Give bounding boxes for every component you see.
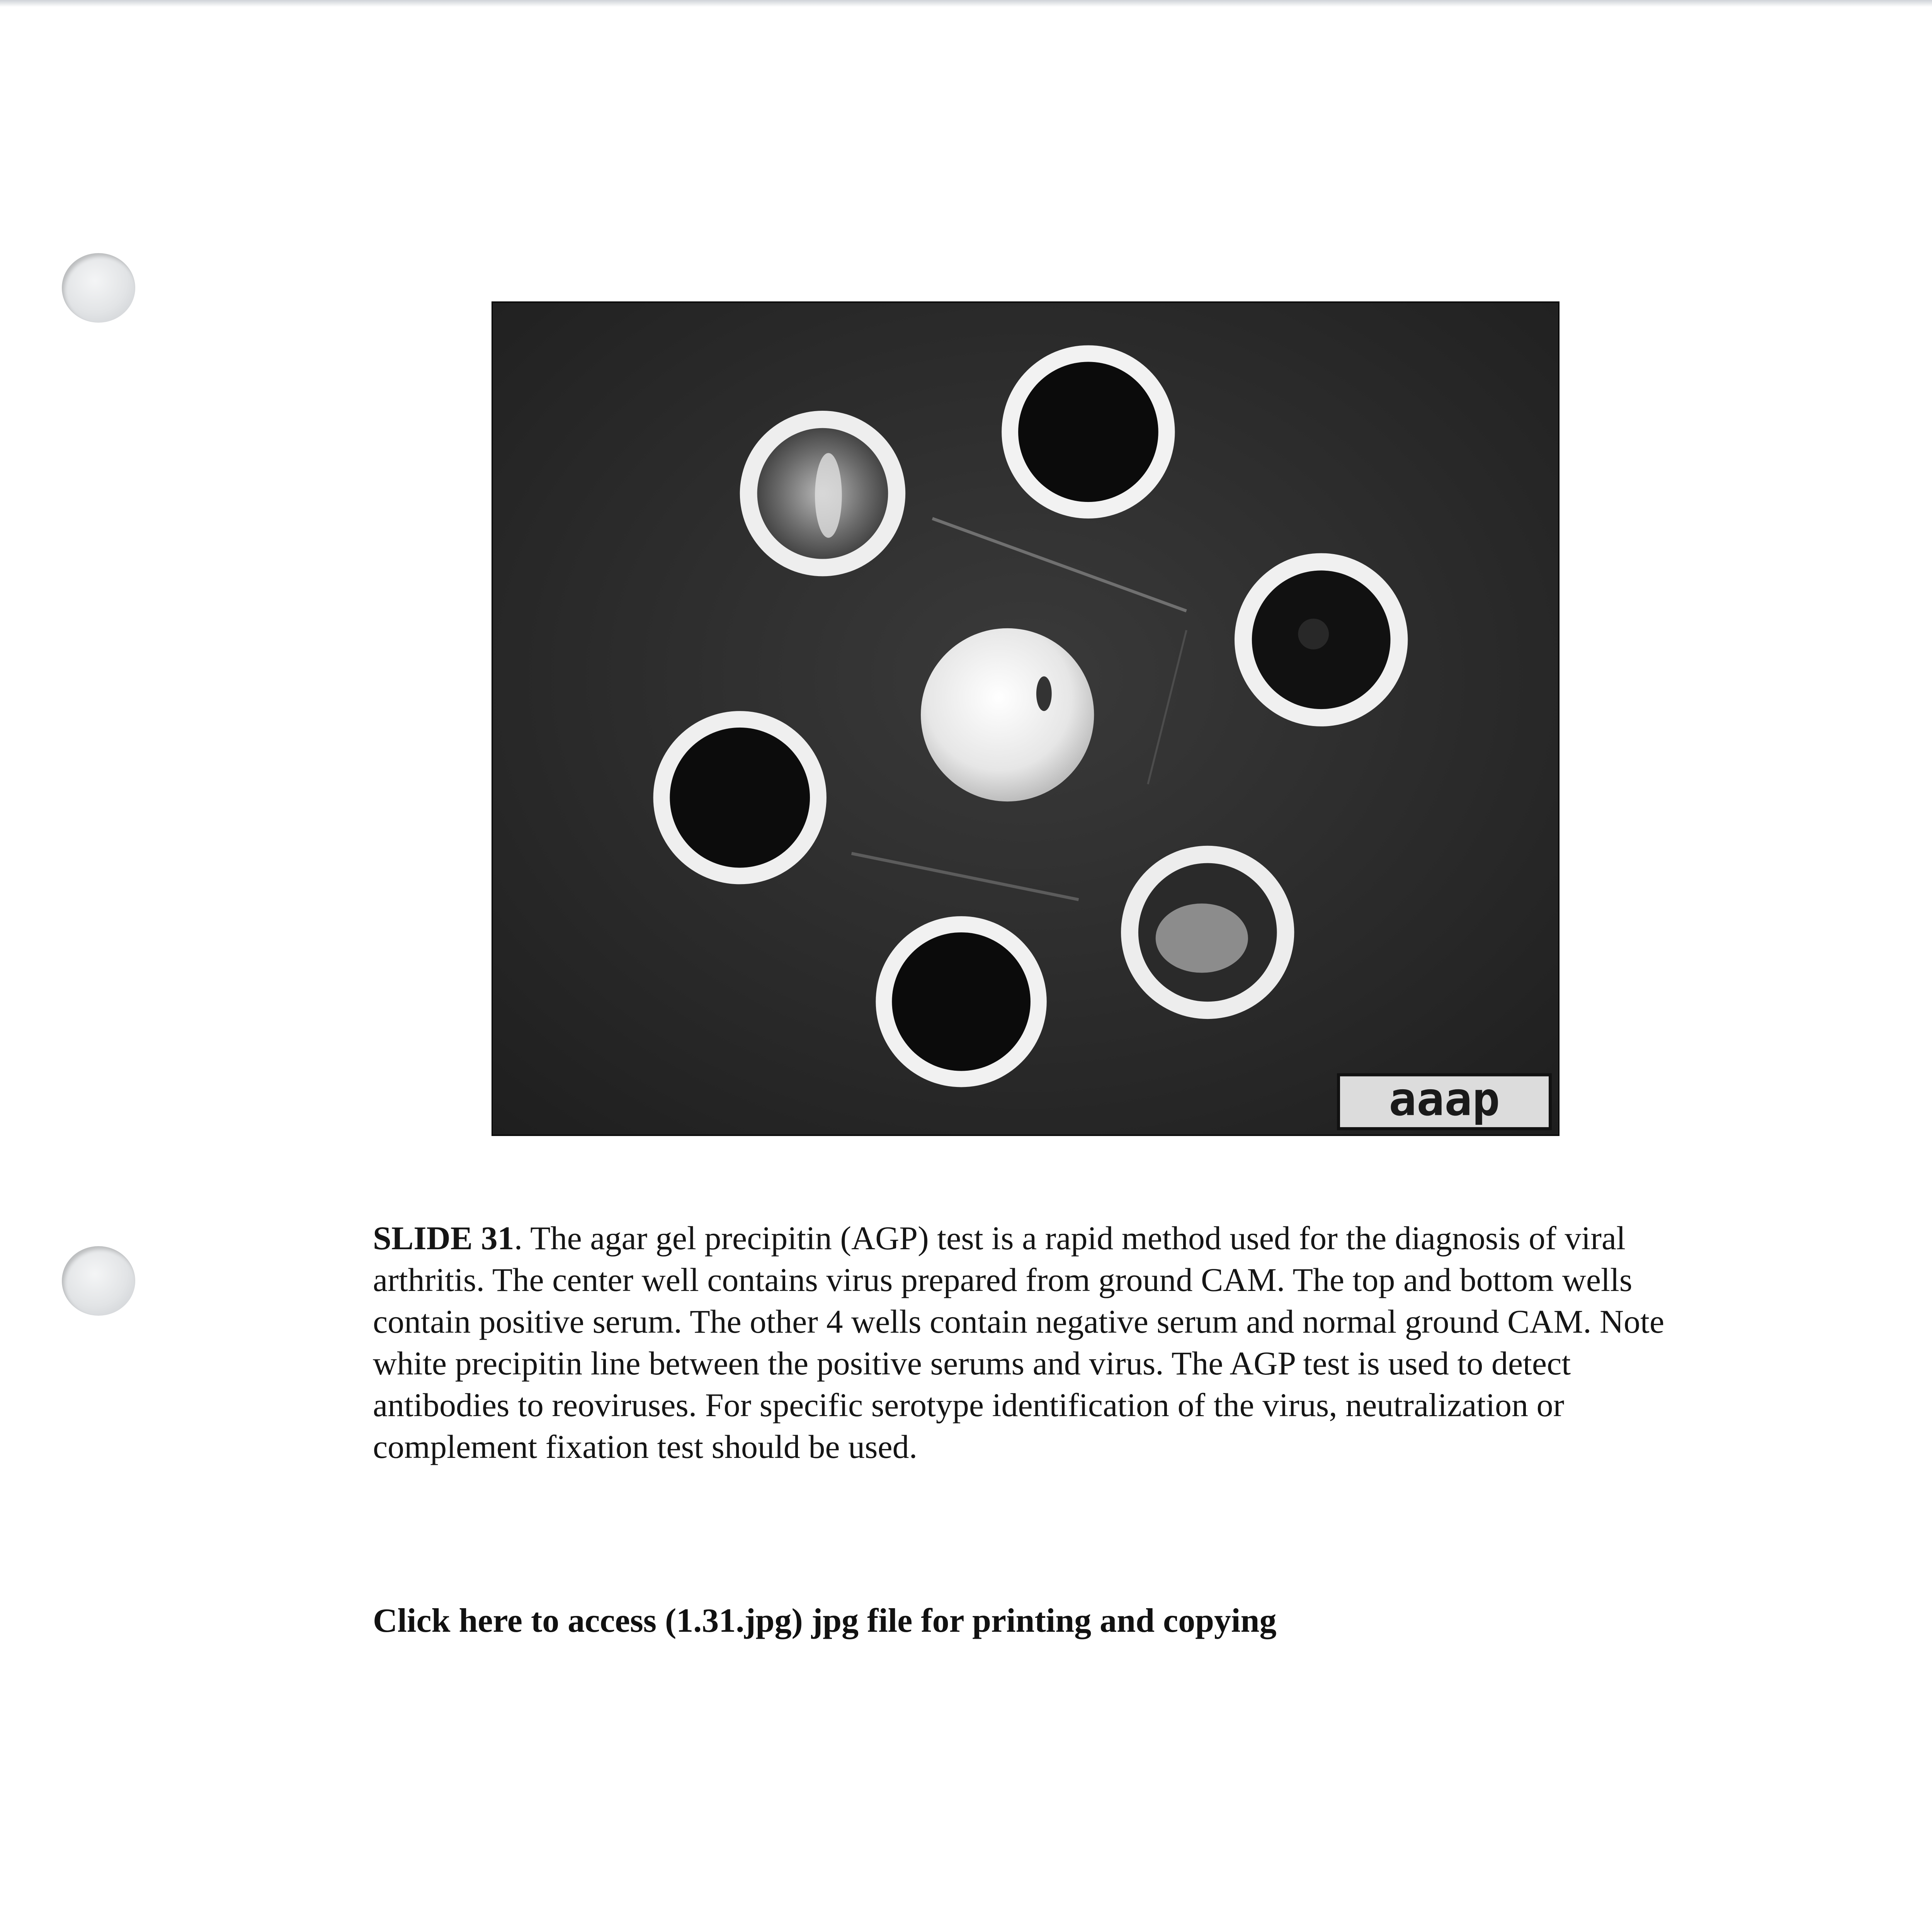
well-right bbox=[1235, 553, 1408, 726]
scan-edge-top bbox=[0, 0, 1932, 7]
well-top bbox=[1002, 345, 1175, 519]
slide-caption bbox=[373, 1217, 1694, 1468]
well-bottom bbox=[876, 916, 1046, 1087]
punch-hole-middle bbox=[62, 1246, 135, 1316]
punch-hole-top bbox=[62, 253, 135, 323]
aaap-watermark bbox=[1338, 1073, 1550, 1129]
agp-gel-image bbox=[493, 303, 1558, 1134]
well-left bbox=[653, 711, 827, 884]
slide-label: SLIDE 31 bbox=[373, 1219, 514, 1257]
well-bottom-right bbox=[1121, 846, 1294, 1019]
well-center-virus bbox=[921, 628, 1094, 801]
caption-text: . The agar gel precipitin (AGP) test is a rapid method used for the diagnosis of viral arthritis. The center well contains virus prepared from ground CAM. The top and bottom wells contain positive serum. The other 4 wells contain negative serum and normal ground CAM. Note white precipitin line between the positive serums and virus. The AGP test is used to detect antibodies to reoviruses. For specific serotype identification of the virus, neutralization or complement fixation test should be used. bbox=[373, 1219, 1665, 1465]
jpg-access-link[interactable]: Click here to access (1.31.jpg) jpg file for printing and copying bbox=[373, 1602, 1277, 1639]
watermark-text: aaap bbox=[1389, 1073, 1500, 1127]
well-top-left bbox=[740, 411, 905, 576]
agp-test-photo bbox=[492, 301, 1560, 1136]
